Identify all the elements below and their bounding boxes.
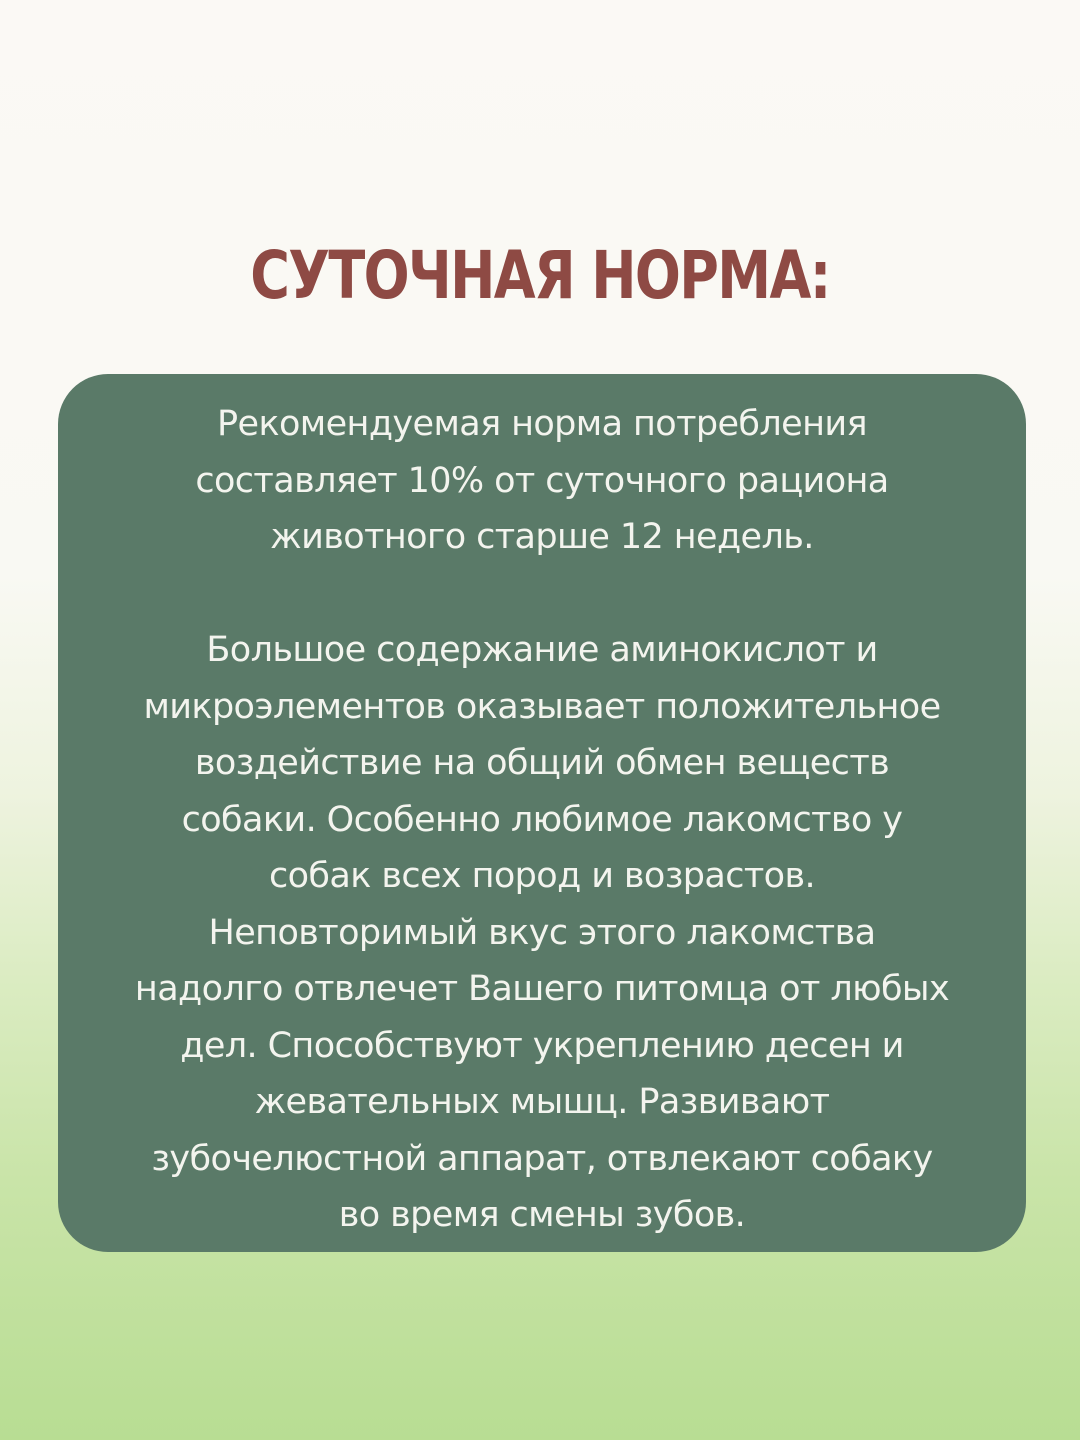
text-line: надолго отвлечет Вашего питомца от любых bbox=[134, 969, 950, 1009]
text-line: жевательных мышц. Развивают bbox=[254, 1082, 830, 1122]
text-line: Большое содержание аминокислот и bbox=[206, 630, 878, 670]
text-line: собак всех пород и возрастов. bbox=[268, 856, 816, 896]
text-line: микроэлементов оказывает положительное bbox=[143, 686, 941, 727]
text-line: воздействие на общий обмен веществ bbox=[194, 743, 890, 783]
text-line: зубочелюстной аппарат, отвлекают собаку bbox=[151, 1138, 933, 1179]
text-line: во время смены зубов. bbox=[338, 1195, 746, 1235]
text-line: собаки. Особенно любимое лакомство у bbox=[181, 799, 903, 840]
text-line: Рекомендуемая норма потребления bbox=[217, 404, 867, 444]
paragraph-gap bbox=[78, 566, 1006, 623]
text-line: Неповторимый вкус этого лакомства bbox=[208, 912, 876, 953]
benefits-paragraph bbox=[78, 622, 1006, 1244]
text-line: составляет 10% от суточного рациона bbox=[195, 460, 889, 501]
text-line: животного старше 12 недель. bbox=[270, 517, 814, 557]
page-title: СУТОЧНАЯ НОРМА: bbox=[250, 237, 830, 314]
intake-paragraph bbox=[78, 396, 1006, 566]
text-line: дел. Способствуют укреплению десен и bbox=[180, 1025, 904, 1066]
info-card bbox=[58, 374, 1026, 1252]
